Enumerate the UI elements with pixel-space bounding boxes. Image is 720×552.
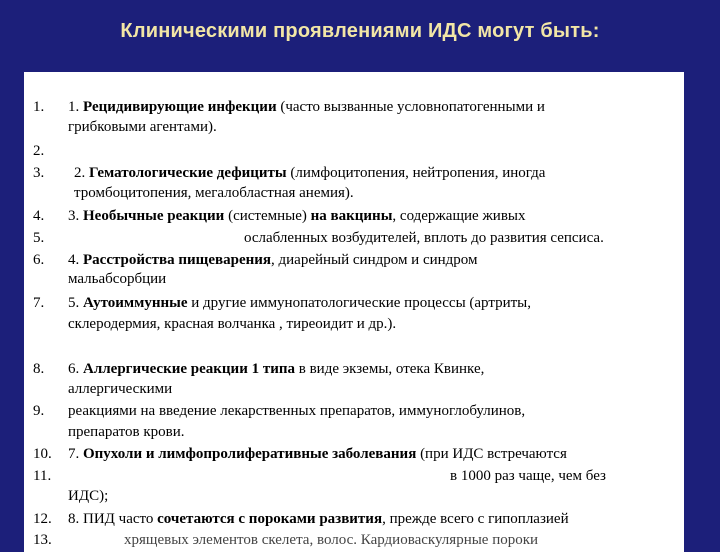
line-number: 7. (33, 295, 45, 311)
line-number: 9. (33, 403, 45, 419)
line-number: 4. (33, 208, 45, 224)
item-2-continuation: тромбоцитопения, мегалобластная анемия). (74, 185, 354, 201)
item-6-continuation-2: реакциями на введение лекарственных препаратов, иммуноглобулинов, (68, 403, 526, 419)
item-1-text: 1. Рецидивирующие инфекции (часто вызванные условнопатогенными и (68, 99, 545, 115)
item-3-continuation: ослабленных возбудителей, вплоть до развития сепсиса. (244, 230, 604, 246)
item-7-text: 7. Опухоли и лимфопролиферативные заболевания (при ИДС встречаются (68, 446, 567, 462)
slide-title: Клиническими проявлениями ИДС могут быть: (120, 20, 600, 42)
line-number: 5. (33, 230, 45, 246)
line-number: 3. (33, 165, 45, 181)
line-number: 8. (33, 361, 45, 377)
line-number: 6. (33, 252, 45, 268)
item-4-continuation: мальабсорбции (68, 271, 167, 287)
line-number: 2. (33, 143, 45, 159)
line-number: 13. (33, 532, 52, 548)
line-number: 12. (33, 511, 52, 527)
item-8-text: 8. ПИД часто сочетаются с пороками развития, прежде всего с гипоплазией (68, 511, 569, 527)
item-5-text: 5. Аутоиммунные и другие иммунопатологические процессы (артриты, (68, 295, 531, 311)
item-6-continuation: аллергическими (68, 381, 173, 397)
item-1-continuation: грибковыми агентами). (68, 119, 217, 135)
item-2-text: 2. Гематологические дефициты (лимфоцитопения, нейтропения, иногда (74, 165, 546, 181)
item-6-text: 6. Аллергические реакции 1 типа в виде экземы, отека Квинке, (68, 361, 485, 377)
item-8-continuation: хрящевых элементов скелета, волос. Кардиоваскулярные пороки (124, 532, 539, 548)
item-4-text: 4. Расстройства пищеварения, диарейный синдром и синдром (68, 252, 478, 268)
item-3-text: 3. Необычные реакции (системные) на вакцины, содержащие живых (68, 208, 526, 224)
line-number: 1. (33, 99, 45, 115)
line-number: 11. (33, 468, 52, 484)
content-panel (24, 72, 684, 552)
line-number: 10. (33, 446, 52, 462)
item-7-continuation: в 1000 раз чаще, чем без (450, 468, 606, 484)
item-6-continuation-3: препаратов крови. (68, 424, 185, 440)
item-7-continuation-2: ИДС); (68, 488, 109, 504)
item-5-continuation: склеродермия, красная волчанка , тиреоидит и др.). (68, 316, 397, 332)
